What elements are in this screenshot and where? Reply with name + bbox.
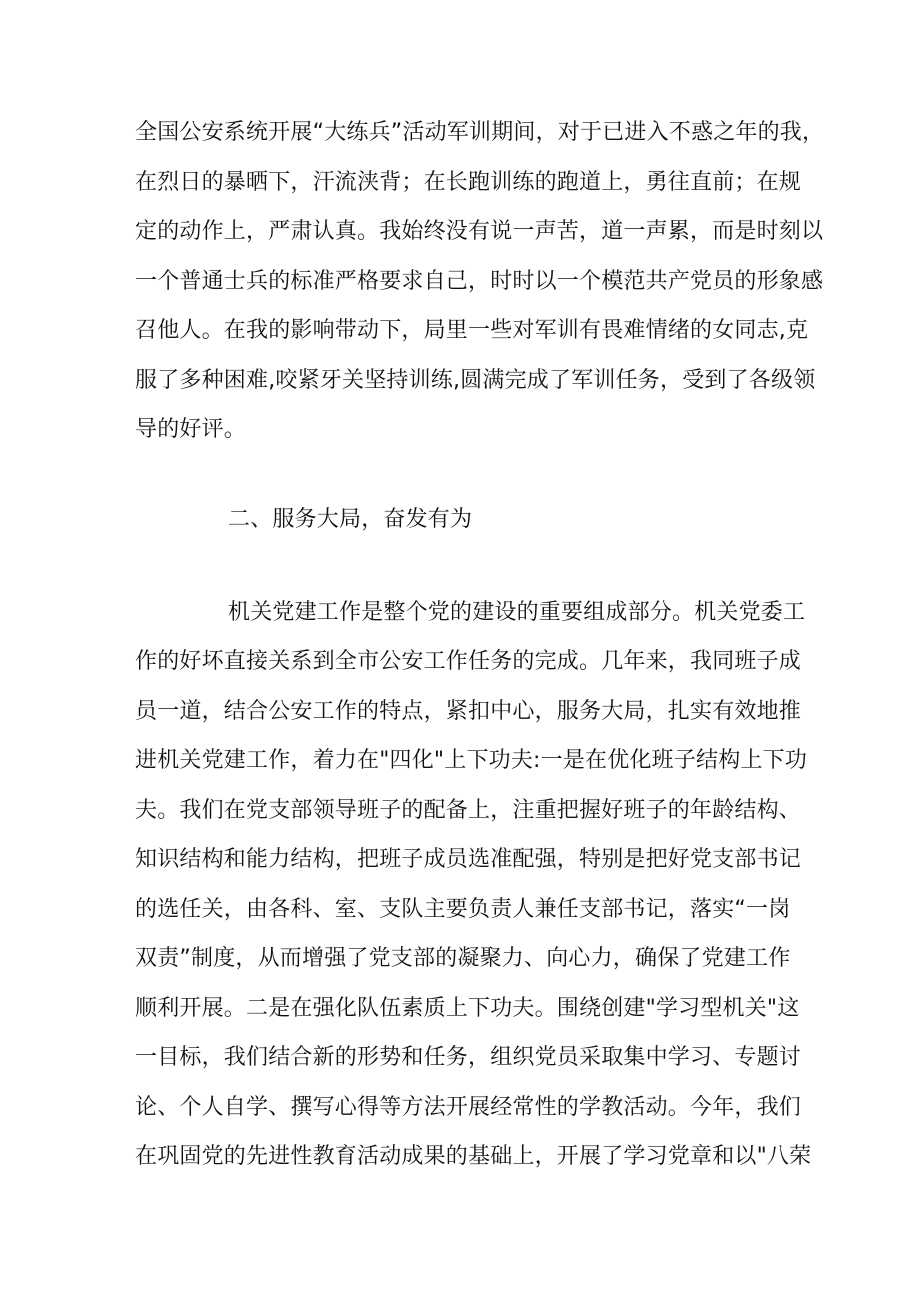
paragraph-2-line-10: 一目标，我们结合新的形势和任务，组织党员采取集中学习、专题讨: [135, 1045, 802, 1070]
paragraph-2-line-6: 知识结构和能力结构，把班子成员选准配强，特别是把好党支部书记: [135, 847, 802, 872]
paragraph-1-line-3: 定的动作上，严肃认真。我始终没有说一声苦，道一声累，而是时刻以: [135, 219, 824, 244]
paragraph-2-line-8: 双责”制度，从而增强了党支部的凝聚力、向心力，确保了党建工作: [135, 946, 791, 971]
paragraph-2-line-3: 员一道，结合公安工作的特点，紧扣中心，服务大局，扎实有效地推: [135, 699, 802, 724]
paragraph-2-line-2: 作的好坏直接关系到全市公安工作任务的完成。几年来，我同班子成: [135, 649, 802, 674]
paragraph-1-line-1: 全国公安系统开展“大练兵”活动军训期间，对于已进入不惑之年的我，: [135, 120, 825, 145]
section-heading: 二、服务大局，奋发有为: [228, 507, 473, 532]
paragraph-1-line-6: 服了多种困难,咬紧牙关坚持训练,圆满完成了军训任务，受到了各级领: [135, 368, 816, 393]
paragraph-2-line-9: 顺利开展。二是在强化队伍素质上下功夫。围绕创建"学习型机关"这: [135, 996, 800, 1021]
paragraph-2-line-1: 机关党建工作是整个党的建设的重要组成部分。机关党委工: [228, 600, 806, 625]
paragraph-2-line-12: 在巩固党的先进性教育活动成果的基础上，开展了学习党章和以"八荣: [135, 1144, 812, 1169]
paragraph-1-line-7: 导的好评。: [135, 417, 247, 442]
paragraph-2-line-11: 论、个人自学、撰写心得等方法开展经常性的学教活动。今年，我们: [135, 1095, 802, 1120]
paragraph-1-line-5: 召他人。在我的影响带动下，局里一些对军训有畏难情绪的女同志,克: [135, 318, 809, 343]
paragraph-2-line-4: 进机关党建工作，着力在"四化"上下功夫:一是在优化班子结构上下功: [135, 748, 808, 773]
paragraph-2-line-5: 夫。我们在党支部领导班子的配备上，注重把握好班子的年龄结构、: [135, 798, 802, 823]
paragraph-1-line-4: 一个普通士兵的标准严格要求自己，时时以一个模范共产党员的形象感: [135, 269, 824, 294]
paragraph-1-line-2: 在烈日的暴晒下，汗流浃背；在长跑训练的跑道上，勇往直前；在规: [135, 170, 802, 195]
paragraph-2-line-7: 的选任关，由各科、室、支队主要负责人兼任支部书记，落实“一岗: [135, 897, 791, 922]
